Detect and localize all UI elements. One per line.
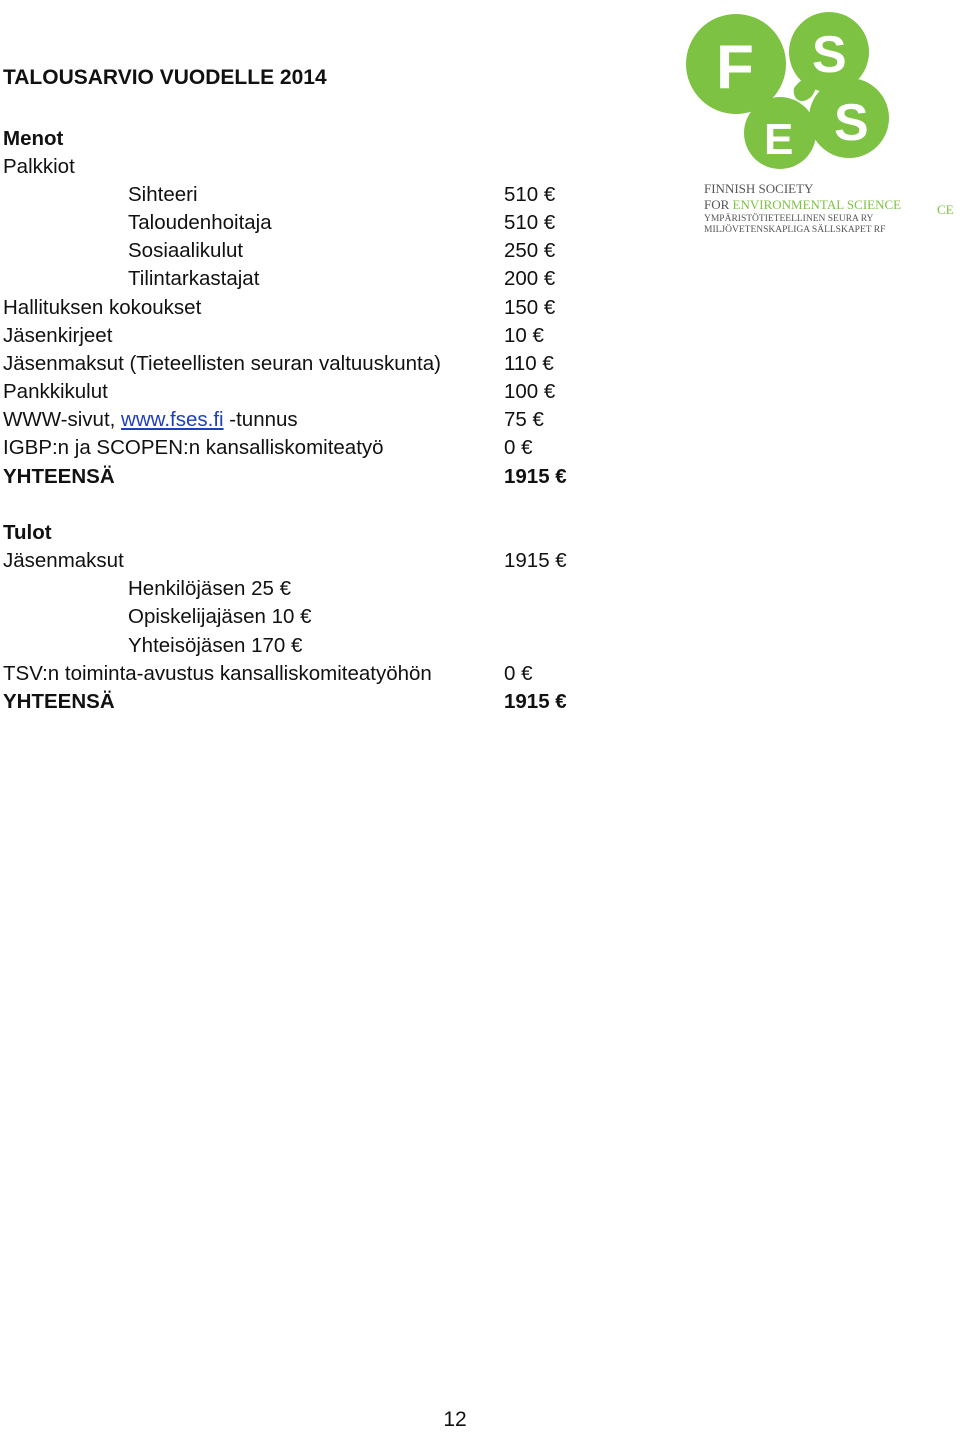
- income-label: Jäsenmaksut: [3, 549, 124, 572]
- income-row: [0, 660, 720, 688]
- document-title: TALOUSARVIO VUODELLE 2014: [3, 66, 327, 89]
- logo-line-2-prefix: FOR: [704, 197, 733, 212]
- logo-line-2-green: ENVIRONMENTAL SCIENCE: [732, 197, 902, 212]
- income-value: 0 €: [504, 662, 533, 685]
- expense-value: 200 €: [504, 267, 556, 290]
- expense-row: [0, 181, 720, 209]
- income-value: 1915 €: [504, 549, 567, 572]
- income-sub-item: Henkilöjäsen 25 €: [128, 577, 291, 600]
- expense-value: 250 €: [504, 239, 556, 262]
- expense-value: 10 €: [504, 324, 544, 347]
- expense-label: Sihteeri: [128, 183, 198, 206]
- logo-line-1: FINNISH SOCIETY: [704, 181, 814, 196]
- expense-row: [0, 434, 720, 462]
- expenses-total-row: [0, 463, 720, 491]
- expenses-total-value: 1915 €: [504, 465, 567, 488]
- expense-row-www: [0, 406, 720, 434]
- expense-label: Jäsenmaksut (Tieteellisten seuran valtuuskunta): [3, 352, 441, 375]
- income-sub-row: [0, 603, 720, 631]
- expense-value: 150 €: [504, 296, 556, 319]
- fses-logo: [684, 8, 960, 240]
- income-sub-row: [0, 575, 720, 603]
- income-label: TSV:n toiminta-avustus kansalliskomiteatyöhön: [3, 662, 432, 685]
- income-total-row: [0, 688, 720, 716]
- expense-label: Sosiaalikulut: [128, 239, 244, 262]
- expense-label: Tilintarkastajat: [128, 267, 260, 290]
- expense-label: IGBP:n ja SCOPEN:n kansalliskomiteatyö: [3, 436, 384, 459]
- income-total-value: 1915 €: [504, 690, 567, 713]
- income-heading-row: [0, 519, 720, 547]
- page-number: 12: [443, 1408, 467, 1431]
- expense-row: [0, 237, 720, 265]
- fses-website-link[interactable]: www.fses.fi: [121, 408, 224, 431]
- income-sub-item: Yhteisöjäsen 170 €: [128, 634, 303, 657]
- expense-label: Hallituksen kokoukset: [3, 296, 202, 319]
- www-suffix: -tunnus: [223, 408, 298, 431]
- expense-row: [0, 209, 720, 237]
- expenses-total-label: YHTEENSÄ: [3, 465, 115, 488]
- logo-line-2-cut: CE: [937, 202, 954, 217]
- expense-value: 100 €: [504, 380, 556, 403]
- expense-row: [0, 378, 720, 406]
- income-row: [0, 547, 720, 575]
- logo-line-4: MILJÖVETENSKAPLIGA SÄLLSKAPET RF: [704, 225, 886, 235]
- expense-value: 0 €: [504, 436, 533, 459]
- expense-value: 510 €: [504, 183, 556, 206]
- expenses-heading-row: [0, 125, 720, 153]
- expense-row: [0, 294, 720, 322]
- expenses-group-label: Palkkiot: [3, 155, 75, 178]
- expense-label: Jäsenkirjeet: [3, 324, 113, 347]
- logo-line-3: YMPÄRISTÖTIETEELLINEN SEURA RY: [704, 214, 874, 224]
- logo-line-2: [704, 197, 901, 212]
- logo-letter-e: E: [764, 115, 794, 164]
- expense-label-www: [3, 406, 298, 434]
- expense-row: [0, 350, 720, 378]
- income-sub-row: [0, 632, 720, 660]
- income-heading: Tulot: [3, 521, 52, 544]
- income-total-label: YHTEENSÄ: [3, 690, 115, 713]
- expense-label: Pankkikulut: [3, 380, 108, 403]
- income-sub-item: Opiskelijajäsen 10 €: [128, 605, 312, 628]
- www-prefix: WWW-sivut,: [3, 408, 122, 431]
- expense-value: 110 €: [504, 352, 554, 375]
- expense-value: 75 €: [504, 408, 544, 431]
- expense-row: [0, 322, 720, 350]
- expense-row: [0, 265, 720, 293]
- fses-logo-icon: [684, 8, 960, 240]
- expense-label: Taloudenhoitaja: [128, 211, 272, 234]
- expenses-heading: Menot: [3, 127, 64, 150]
- logo-letter-f: F: [716, 33, 754, 102]
- logo-letter-s2: S: [834, 94, 869, 152]
- logo-letter-s1: S: [812, 26, 847, 84]
- expenses-group-row: [0, 153, 720, 181]
- expense-value: 510 €: [504, 211, 556, 234]
